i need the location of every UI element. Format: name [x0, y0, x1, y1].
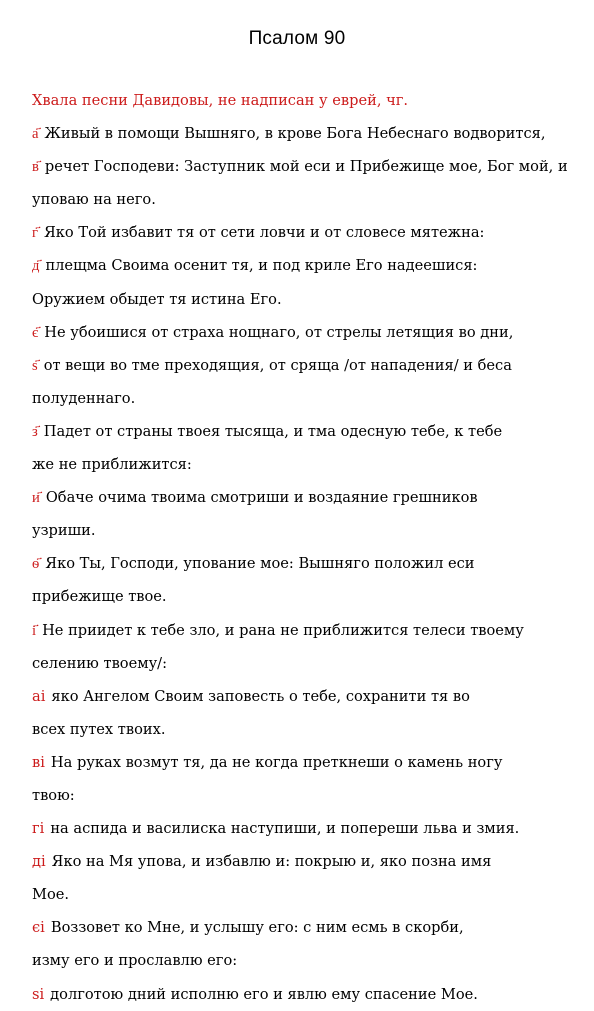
psalm-text	[32, 84, 572, 1011]
verse-number: з҃	[32, 422, 38, 440]
page-title: Псалом 90	[248, 28, 346, 49]
verse-text: долготою дний исполню его и явлю ему спасение Мое.	[50, 985, 478, 1003]
verse-text: яко Ангелом Своим заповесть о тебе, сохранити тя во	[51, 687, 470, 705]
verse-number: ві	[32, 753, 45, 771]
verse-number: і҃	[32, 621, 37, 639]
verse-line	[32, 547, 572, 580]
verse-number: д҃	[32, 257, 40, 275]
verse-number: єі	[32, 919, 45, 937]
verse-text: Обаче очима твоима смотриши и воздаяние грешников	[45, 489, 478, 507]
verse-line	[32, 117, 572, 150]
verse-line	[32, 481, 572, 514]
verse-continuation: твою:	[32, 786, 75, 804]
verse-continuation: же не приближится:	[32, 456, 192, 474]
verse-continuation: Мое.	[32, 886, 70, 904]
verse-line	[32, 978, 572, 1011]
verse-continuation: полуденнаго.	[32, 389, 136, 407]
verse-line	[32, 316, 572, 349]
verse-continuation: изму его и прославлю его:	[32, 952, 238, 970]
verse-continuation: узриши.	[32, 522, 96, 540]
verse-line	[32, 614, 572, 647]
verse-line	[32, 150, 572, 183]
verse-line	[32, 746, 572, 779]
verse-text: Яко Той избавит тя от сети ловчи и от словесе мятежна:	[44, 224, 485, 242]
verse-continuation: Оружием обыдет тя истина Его.	[32, 290, 282, 308]
verse-text: на аспида и василиска наступиши, и попереши льва и змия.	[50, 820, 520, 838]
verse-text: плещма Своима осенит тя, и под криле Его надеешися:	[45, 257, 478, 275]
verse-number: ді	[32, 853, 46, 871]
verse-text: Не приидет к тебе зло, и рана не приближится телеси твоему	[42, 621, 524, 639]
verse-line	[32, 680, 572, 713]
verse-number: аі	[32, 687, 46, 705]
verse-number: и҃	[32, 489, 40, 507]
verse-number: ѕі	[32, 985, 45, 1003]
verse-text: Яко на Мя упова, и избавлю и: покрыю и, яко позна имя	[51, 853, 492, 871]
verse-number: ѳ҃	[32, 555, 40, 573]
verse-number: а҃	[32, 125, 39, 143]
verse-line	[32, 249, 572, 282]
verse-text: от вещи во тме преходящия, от сряща /от нападения/ и беса	[43, 356, 512, 374]
verse-line	[32, 216, 572, 249]
verse-text: Не убоишися от страха нощнаго, от стрелы летящия во дни,	[44, 323, 514, 341]
verse-number: г҃	[32, 224, 38, 242]
verse-number: гі	[32, 820, 45, 838]
verse-text: Падет от страны твоея тысяща, и тма одесную тебе, к тебе	[43, 422, 503, 440]
verse-continuation: прибежище твое.	[32, 588, 167, 606]
verse-continuation: селению твоему/:	[32, 654, 167, 672]
verse-text: Живый в помощи Вышняго, в крове Бога Небеснаго водворится,	[44, 125, 546, 143]
verse-text: Воззовет ко Мне, и услышу его: с ним есмь в скорби,	[50, 919, 464, 937]
verse-text: На руках возмут тя, да не когда преткнеши о камень ногу	[50, 753, 503, 771]
verse-number: в҃	[32, 158, 39, 176]
verse-number: є҃	[32, 323, 39, 341]
verse-text: речет Господеви: Заступник мой еси и Прибежище мое, Бог мой, и	[44, 158, 568, 176]
verse-continuation: всех путех твоих.	[32, 720, 166, 738]
verse-line	[32, 349, 572, 382]
superscription: Хвала песни Давидовы, не надписан у еврей, чг.	[32, 92, 409, 109]
verse-line	[32, 812, 572, 845]
verse-continuation: уповаю на него.	[32, 191, 156, 209]
verse-text: Яко Ты, Господи, упование мое: Вышняго положил еси	[45, 555, 475, 573]
verse-line	[32, 845, 572, 878]
verse-number: ѕ҃	[32, 356, 38, 374]
verse-line	[32, 415, 572, 448]
verse-line	[32, 911, 572, 944]
